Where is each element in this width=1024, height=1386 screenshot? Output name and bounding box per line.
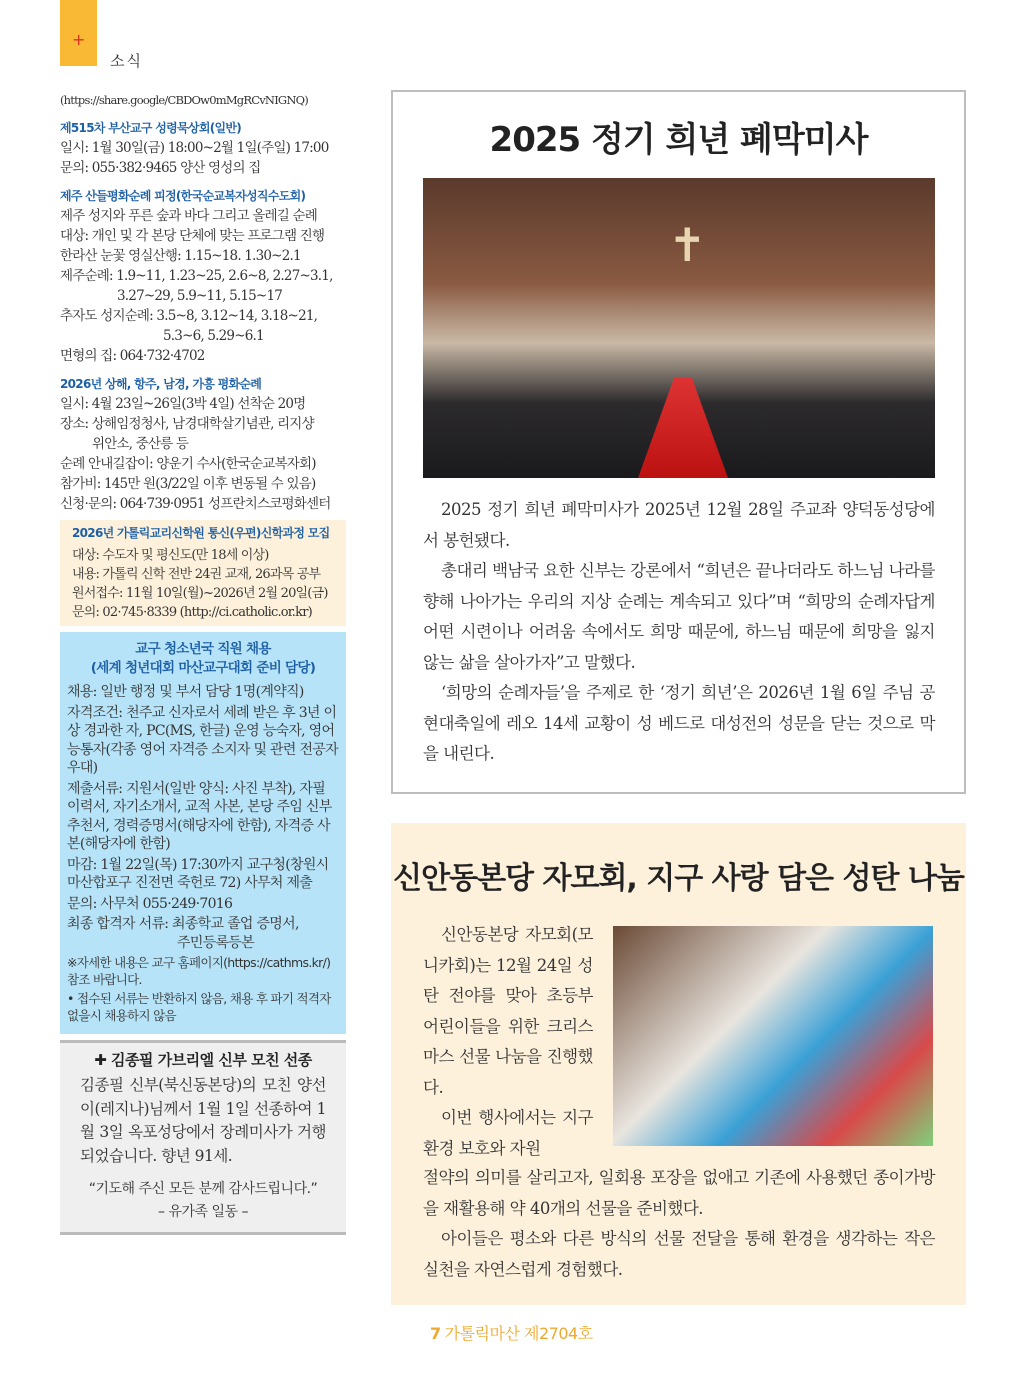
text: 원서접수: 11월 10일(월)~2026년 2월 20일(금) [72, 586, 328, 601]
text: 순례 안내길잡이: 양운기 수사(한국순교복자회) [60, 456, 316, 472]
obit-body: 김종필 신부(북신동본당)의 모친 양선이(레지나)님께서 1월 1일 선종하여 1월 3일 옥포성당에서 장례미사가 거행되었습니다. 향년 91세. [80, 1076, 326, 1165]
text: 면형의 집: 064·732·4702 [60, 348, 205, 364]
page-footer [430, 1321, 593, 1344]
text: 내용: 가톨릭 신학 전반 24권 교재, 26과목 공부 [72, 567, 321, 582]
text: 마감: 1월 22일(목) 17:30까지 교구청(창원시 마산합포구 진전면 죽헌로 72) 사무처 제출 [67, 856, 329, 891]
text: 한라산 눈꽃 영실산행: 1.15~18. 1.30~2.1 [60, 248, 301, 264]
text: 제주순례: 1.9~11, 1.23~25, 2.6~8, 2.27~3.1, [60, 268, 333, 284]
text: 문의: 02·745·8339 (http://ci.catholic.or.kr) [72, 605, 312, 620]
article-body [423, 495, 935, 770]
item-title: 2026년 상해, 항주, 남경, 가흥 평화순례 [60, 377, 262, 391]
church-mass-photo: ✝ [423, 178, 935, 478]
left-column [60, 90, 347, 1235]
text: 채용: 일반 행정 및 부서 담당 1명(계약직) [67, 684, 304, 700]
text: 장소: 상해임정청사, 남경대학살기념관, 리지샹 [60, 416, 314, 432]
paragraph: ‘희망의 순례자들’을 주제로 한 ‘정기 희년’은 2026년 1월 6일 주님 공현대축일에 레오 14세 교황이 성 베드로 대성전의 성문을 닫는 것으로 막을 내린다. [423, 683, 935, 763]
cross-icon: + [72, 30, 86, 49]
article-christmas [391, 823, 966, 1305]
article-title: 신안동본당 자모회, 지구 사랑 담은 성탄 나눔 [393, 861, 964, 896]
section-tab-icon [60, 0, 97, 66]
paragraph: 이번 행사에서는 지구 환경 보호와 자원 [423, 1108, 593, 1158]
text: 위안소, 중산릉 등 [92, 436, 189, 452]
item-title: 제515차 부산교구 성령묵상회(일반) [60, 121, 242, 135]
job-title: 교구 청소년국 직원 채용 [135, 641, 271, 657]
share-url[interactable]: (https://share.google/CBDOw0mMgRCvNIGNQ) [60, 93, 308, 107]
text: 5.3~6, 5.29~6.1 [163, 328, 264, 344]
text: 최종 합격자 서류: 최종학교 졸업 증명서, [67, 916, 299, 932]
text: 신청·문의: 064·739·0951 성프란치스코평화센터 [60, 496, 331, 512]
obituary [60, 1040, 346, 1235]
text: 대상: 수도자 및 평신도(만 18세 이상) [72, 548, 269, 563]
item-title: 2026년 가톨릭교리신학원 통신(우편)신학과정 모집 [72, 526, 330, 540]
text: 제주 성지와 푸른 숲과 바다 그리고 올레길 순례 [60, 208, 318, 224]
text: 자격조건: 천주교 신자로서 세례 받은 후 3년 이상 경과한 자, PC(MS, 한글) 운영 능숙자, 영어능통자(각종 영어 자격증 소지자 및 관련 전공자 우대) [67, 704, 338, 776]
text: 문의: 사무처 055·249·7016 [67, 895, 233, 912]
article-body-cont [423, 1163, 935, 1285]
paragraph: 신안동본당 자모회(모니카회)는 12월 24일 성탄 전야를 맞아 초등부 어린이들을 위한 크리스마스 선물 나눔을 진행했다. [423, 925, 593, 1097]
article-body [423, 920, 593, 1164]
obit-quote: “기도해 주신 모든 분께 감사드립니다.” [88, 1181, 318, 1197]
paragraph: 아이들은 평소와 다른 방식의 선물 전달을 통해 환경을 생각하는 작은 실천을 자연스럽게 경험했다. [423, 1229, 935, 1279]
text: 대상: 개인 및 각 본당 단체에 맞는 프로그램 진행 [60, 228, 325, 244]
note: • 접수된 서류는 반환하지 않음, 채용 후 파기 적격자 없을시 채용하지 않음 [67, 991, 331, 1023]
text: 3.27~29, 5.9~11, 5.15~17 [117, 288, 283, 304]
job-subtitle: (세계 청년대회 마산교구대회 준비 담당) [90, 660, 316, 676]
job-notice [60, 632, 346, 1034]
obit-from: – 유가족 일동 – [158, 1204, 248, 1220]
paragraph: 총대리 백남국 요한 신부는 강론에서 “희년은 끝나더라도 하느님 나라를 향해 나아가는 우리의 지상 순례는 계속되고 있다”며 “희망의 순례자답게 어떤 시련이나 어려움 속에서도 희망 때문에, 하느님 때문에 희망을 잃지 않는 삶을 살아가자”고 말했다. [423, 561, 935, 672]
item-title: 제주 산들평화순례 피정(한국순교복자성직수도회) [60, 189, 306, 203]
section-label: 소식 [110, 52, 143, 70]
text: 일시: 4월 23일~26일(3박 4일) 선착순 20명 [60, 396, 306, 412]
article-title: 2025 정기 희년 폐막미사 [489, 120, 868, 160]
note: ※자세한 내용은 교구 홈페이지(https://cathms.kr/) 참조 바랍니다. [67, 955, 331, 987]
text: 참가비: 145만 원(3/22일 이후 변동될 수 있음) [60, 476, 316, 492]
page-number: 7 [430, 1324, 441, 1343]
text: 주민등록등본 [177, 934, 254, 951]
seminary-notice [60, 520, 346, 626]
publication: 가톨릭마산 제2704호 [444, 1324, 593, 1343]
paragraph: 2025 정기 희년 폐막미사가 2025년 12월 28일 주교좌 양덕동성당에서 봉헌됐다. [423, 500, 935, 550]
text: 추자도 성지순례: 3.5~8, 3.12~14, 3.18~21, [60, 308, 318, 324]
article-jubilee [391, 90, 966, 794]
obit-title: ✚ 김종필 가브리엘 신부 모친 선종 [94, 1051, 312, 1069]
paragraph: 절약의 의미를 살리고자, 일회용 포장을 없애고 기존에 사용했던 종이가방을 재활용해 약 40개의 선물을 준비했다. [423, 1168, 935, 1218]
text: 제출서류: 지원서(일반 양식: 사진 부착), 자필 이력서, 자기소개서, 교적 사본, 본당 주임 신부 추천서, 경력증명서(해당자에 한함), 자격증 사본(해당자에 한함) [67, 780, 332, 852]
text: 일시: 1월 30일(금) 18:00~2월 1일(주일) 17:00 [60, 140, 329, 156]
gift-sharing-photo [613, 926, 933, 1146]
news-column [60, 90, 347, 514]
text: 문의: 055·382·9465 양산 영성의 집 [60, 160, 261, 176]
